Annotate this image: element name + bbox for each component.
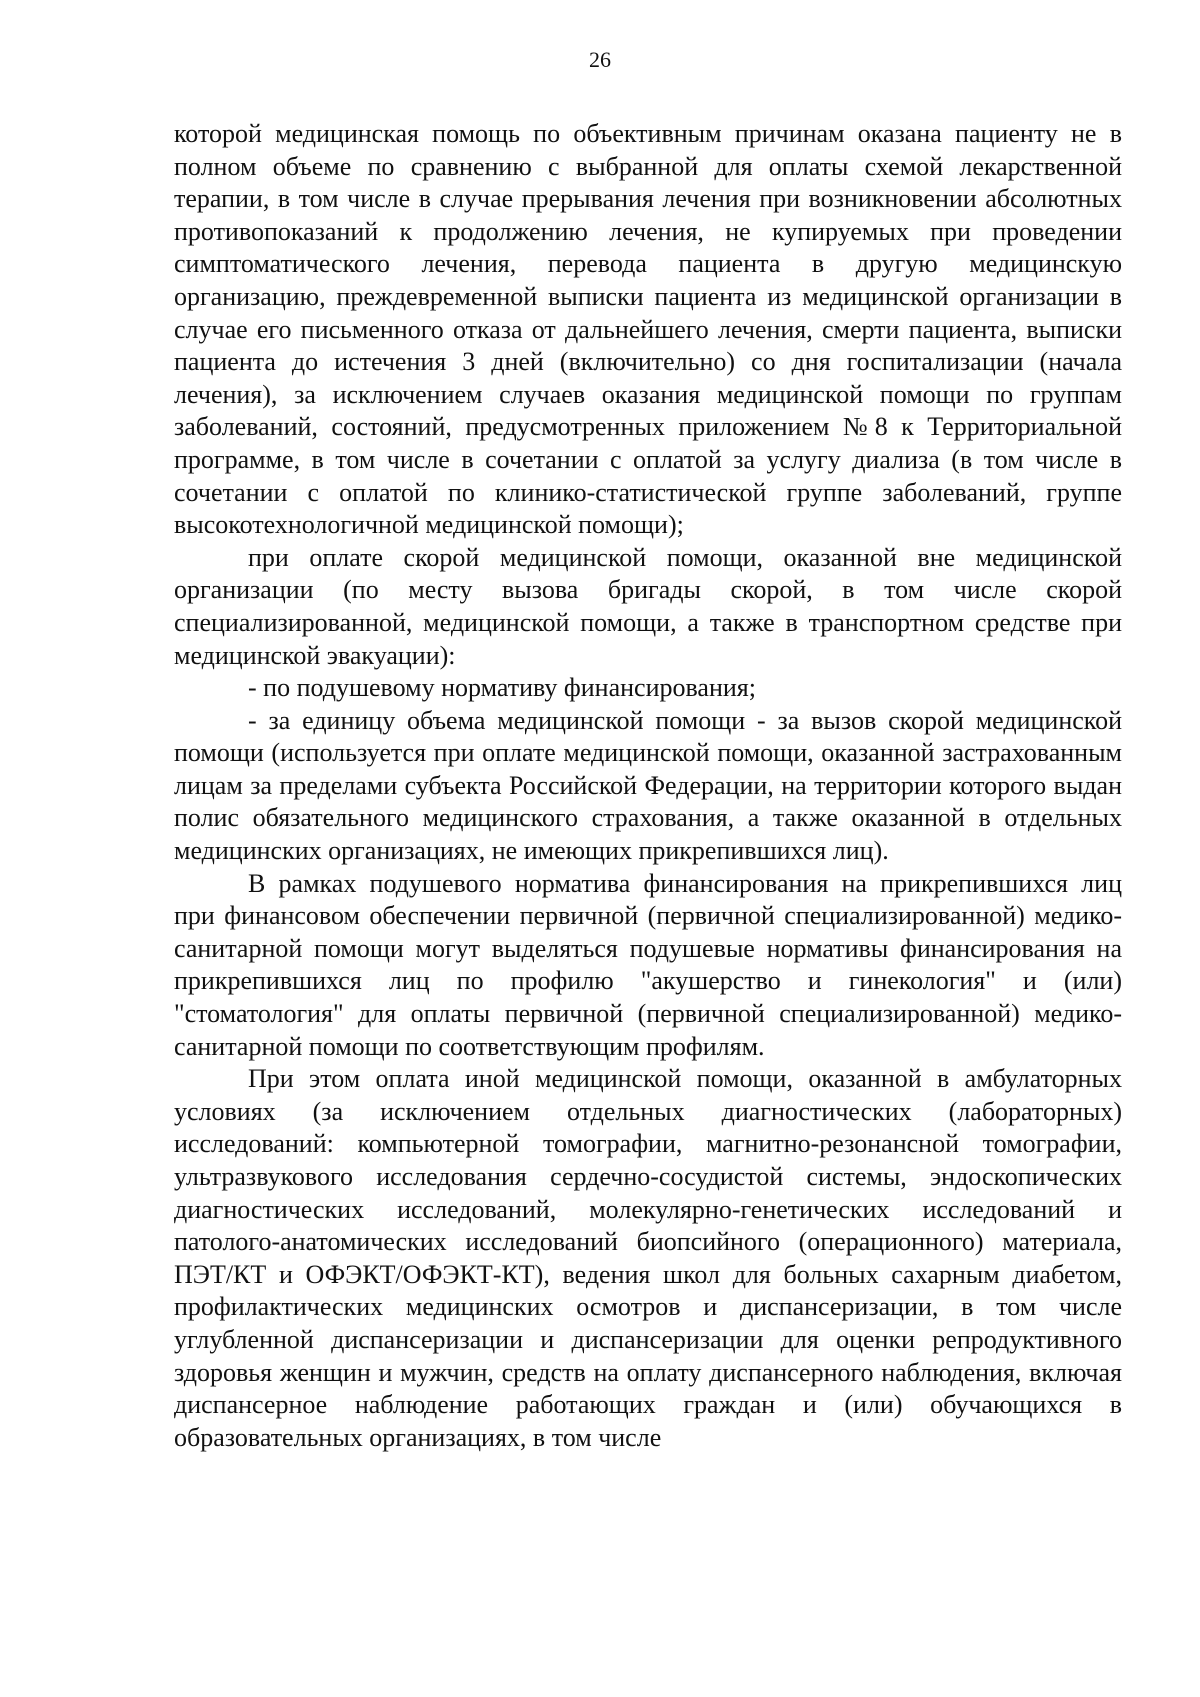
paragraph-4: - за единицу объема медицинской помощи - за вызов скорой медицинской помощи (используется при оплате медицинской помощи, оказанной застрахованным лицам за пределами субъекта Российской Федерации, на территории которого выдан полис обязательного медицинского страхования, а также оказанной в отдельных медицинских организациях, не имеющих прикрепившихся лиц).	[174, 705, 1122, 866]
document-body	[174, 118, 1122, 1454]
paragraph-5: В рамках подушевого норматива финансирования на прикрепившихся лиц при финансовом обеспечении первичной (первичной специализированной) медико-санитарной помощи могут выделяться подушевые нормативы финансирования на прикрепившихся лиц по профилю "акушерство и гинекология" и (или) "стоматология" для оплаты первичной (первичной специализированной) медико-санитарной помощи по соответствующим профилям.	[174, 868, 1122, 1061]
paragraph-2: при оплате скорой медицинской помощи, оказанной вне медицинской организации (по месту вызова бригады скорой, в том числе скорой специализированной, медицинской помощи, а также в транспортном средстве при медицинской эвакуации):	[174, 542, 1122, 670]
paragraph-3: - по подушевому нормативу финансирования;	[248, 673, 756, 703]
paragraph-1: которой медицинская помощь по объективным причинам оказана пациенту не в полном объеме по сравнению с выбранной для оплаты схемой лекарственной терапии, в том числе в случае прерывания лечения при возникновении абсолютных противопоказаний к продолжению лечения, не купируемых при проведении симптоматического лечения, перевода пациента в другую медицинскую организацию, преждевременной выписки пациента из медицинской организации в случае его письменного отказа от дальнейшего лечения, смерти пациента, выписки пациента до истечения 3 дней (включительно) со дня госпитализации (начала лечения), за исключением случаев оказания медицинской помощи по группам заболеваний, состояний, предусмотренных приложением №8 к Территориальной программе, в том числе в сочетании с оплатой за услугу диализа (в том числе в сочетании с оплатой по клинико-статистической группе заболеваний, группе высокотехнологичной медицинской помощи);	[174, 119, 1122, 540]
paragraph-6: При этом оплата иной медицинской помощи, оказанной в амбулаторных условиях (за исключением отдельных диагностических (лабораторных) исследований: компьютерной томографии, магнитно-резонансной томографии, ультразвукового исследования сердечно-сосудистой системы, эндоскопических диагностических исследований, молекулярно-генетических исследований и патолого-анатомических исследований биопсийного (операционного) материала, ПЭТ/КТ и ОФЭКТ/ОФЭКТ-КТ), ведения школ для больных сахарным диабетом, профилактических медицинских осмотров и диспансеризации, в том числе углубленной диспансеризации и диспансеризации для оценки репродуктивного здоровья женщин и мужчин, средств на оплату диспансерного наблюдения, включая диспансерное наблюдение работающих граждан и (или) обучающихся в образовательных организациях, в том числе	[174, 1064, 1122, 1452]
page-number: 26	[589, 47, 611, 72]
